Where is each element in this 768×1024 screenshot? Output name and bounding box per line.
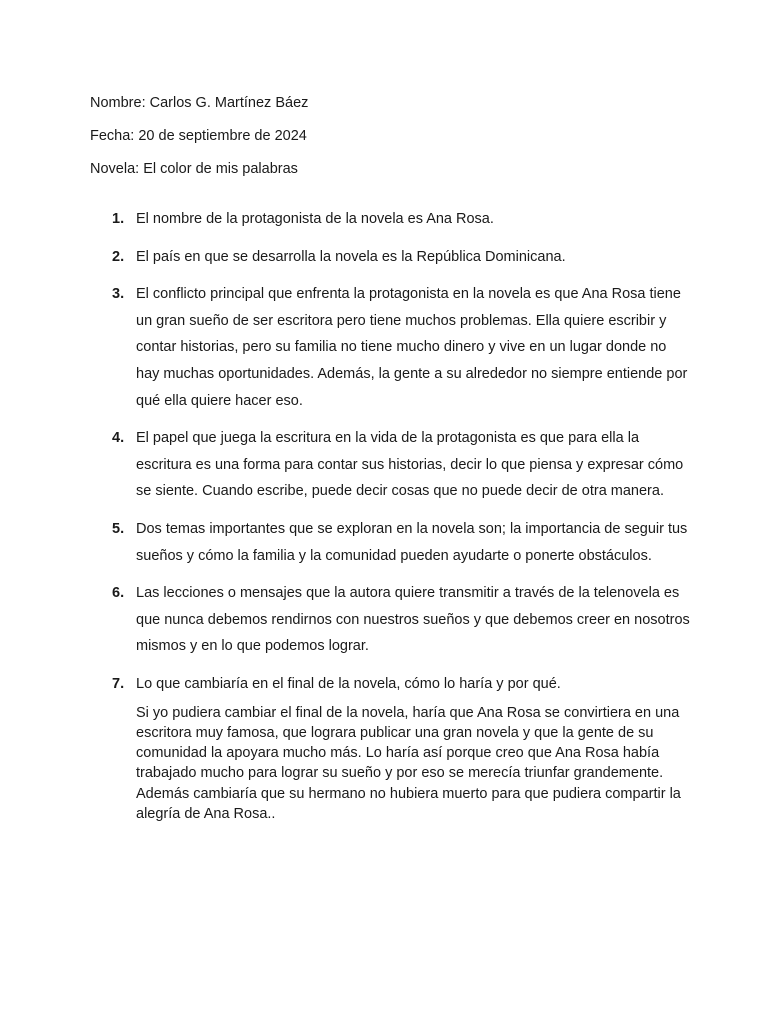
list-item-1 bbox=[90, 206, 690, 233]
item-number: 1. bbox=[112, 211, 125, 227]
item-number: 5. bbox=[112, 520, 125, 537]
list-item-6 bbox=[90, 580, 690, 660]
item-text: El conflicto principal que enfrenta la protagonista en la novela es que Ana Rosa tiene un gran sueño de ser escritora pero tiene muchos problemas. Ella quiere escribir y contar historias, pero su familia no tiene mucho dinero y vive en un lugar donde no hay muchas oportunidades. Además, la gente a su alrededor no siempre entiende por qué ella quiere hacer eso. bbox=[136, 286, 688, 409]
item-text: Las lecciones o mensajes que la autora quiere transmitir a través de la telenovela es que nunca debemos rendirnos con nuestros sueños y que debemos creer en nosotros mismos y en lo que podemos lograr. bbox=[136, 585, 690, 655]
item-text: Dos temas importantes que se exploran en la novela son; la importancia de seguir tus sueños y cómo la familia y la comunidad pueden ayudarte o ponerte obstáculos. bbox=[136, 520, 688, 564]
answer-paragraph-container bbox=[90, 703, 690, 825]
list-item-3 bbox=[90, 281, 690, 414]
item-text: El nombre de la protagonista de la novela es Ana Rosa. bbox=[136, 211, 494, 227]
item-number: 4. bbox=[112, 430, 125, 447]
list-item-5 bbox=[90, 516, 690, 569]
item-text: Lo que cambiaría en el final de la novela, cómo lo haría y por qué. bbox=[136, 675, 561, 692]
item-number: 2. bbox=[112, 248, 125, 265]
answer-paragraph: Si yo pudiera cambiar el final de la novela, haría que Ana Rosa se convirtiera en una escritora muy famosa, que lograra publicar una gran novela y que la gente de su comunidad la apoyara mucho más. Lo haría así porque creo que Ana Rosa había trabajado mucho para lograr su sueño y por eso se merecía triunfar grandemente. Además cambiaría que su hermano no hubiera muerto para que pudiera compartir la alegría de Ana Rosa.. bbox=[136, 704, 681, 822]
item-text: El papel que juega la escritura en la vida de la protagonista es que para ella la escritura es una forma para contar sus historias, decir lo que piensa y expresar cómo se siente. Cuando escribe, puede decir cosas que no puede decir de otra manera. bbox=[136, 430, 684, 500]
question-list bbox=[90, 206, 690, 824]
novel-title-line: Novela: El color de mis palabras bbox=[90, 161, 298, 177]
list-item-4 bbox=[90, 425, 690, 505]
item-number: 7. bbox=[112, 675, 125, 692]
student-name: Nombre: Carlos G. Martínez Báez bbox=[90, 95, 309, 111]
list-item-7 bbox=[90, 671, 690, 698]
item-number: 3. bbox=[112, 286, 125, 303]
item-number: 6. bbox=[112, 585, 125, 602]
list-item-2 bbox=[90, 244, 690, 271]
item-text: El país en que se desarrolla la novela es la República Dominicana. bbox=[136, 248, 566, 265]
date-line: Fecha: 20 de septiembre de 2024 bbox=[90, 128, 307, 144]
